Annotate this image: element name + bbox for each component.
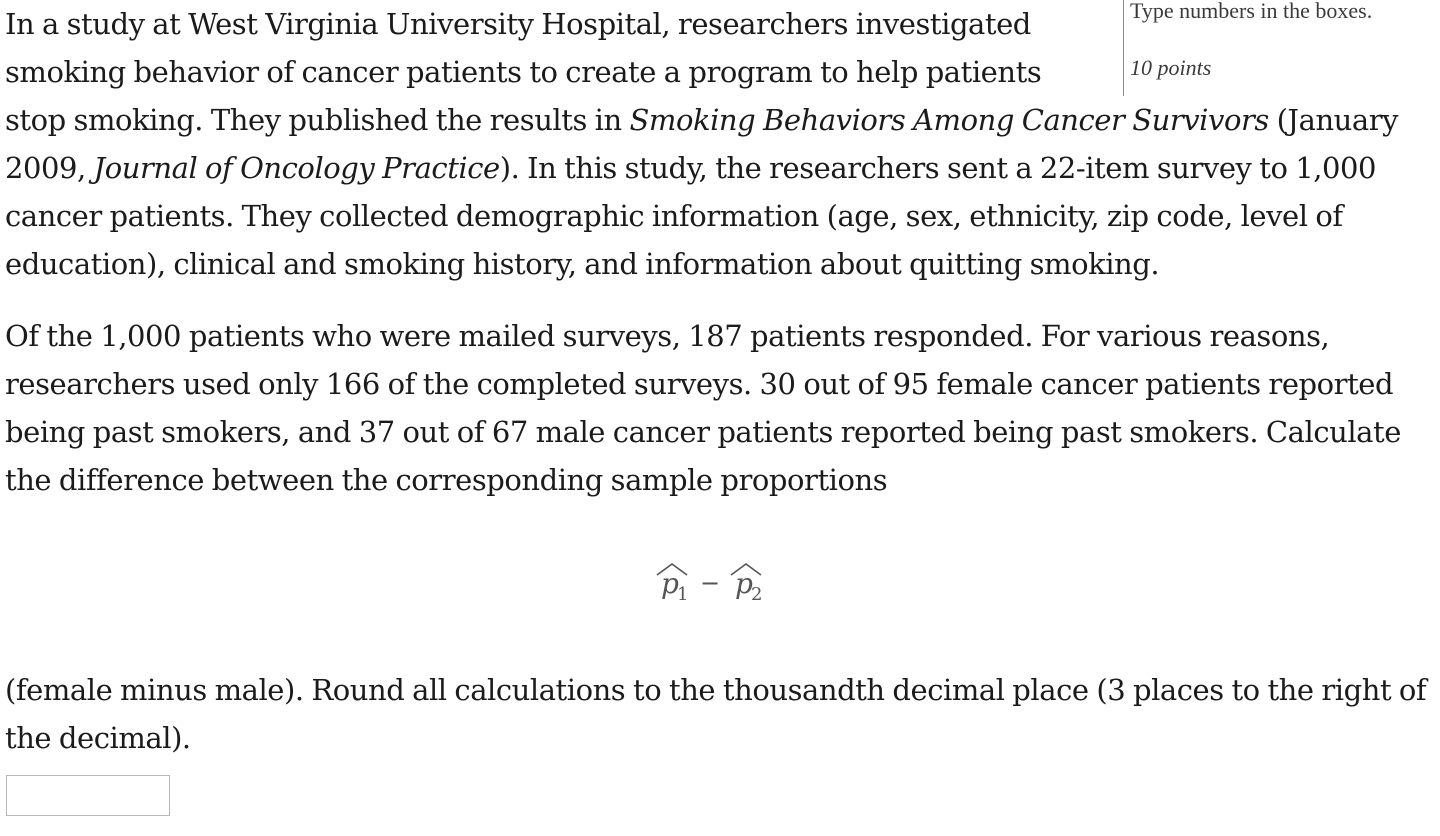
journal-title: Journal of Oncology Practice (93, 151, 500, 185)
paragraph-instructions: (female minus male). Round all calculations to the thousandth decimal place (3 places to the right of the decimal). (5, 673, 1427, 755)
points-label: 10 points (1130, 55, 1212, 80)
answer-input[interactable] (6, 775, 170, 816)
formula-graphic (651, 555, 781, 615)
p1-subscript: 1 (677, 584, 689, 605)
question-text (5, 0, 1437, 762)
intro-text-1: In a study at West Virginia University Hospital, researchers investigated smoking behavior of cancer patients to create a program to help patients stop smoking. They published the results in (5, 7, 1042, 137)
minus-sign: − (700, 569, 720, 597)
proportion-difference-formula (5, 504, 1437, 666)
paragraph-data: Of the 1,000 patients who were mailed surveys, 187 patients responded. For various reasons, researchers used only 166 of the completed surveys. 30 out of 95 female cancer patients reported being past smokers, and 37 out of 67 male cancer patients reported being past smokers. Calculate the difference between the corresponding sample proportions (5, 319, 1401, 497)
intro-text-2: (January 2009, (5, 103, 1399, 185)
p1-letter: p (661, 567, 679, 600)
instructions-text: Type numbers in the boxes. (1130, 0, 1373, 23)
p2-letter: p (735, 567, 753, 600)
p2-subscript: 2 (751, 584, 763, 605)
question-sidebar (1123, 0, 1440, 96)
intro-text-3: ). In this study, the researchers sent a 22-item survey to 1,000 cancer patients. They collected demographic information (age, sex, ethnicity, zip code, level of education), clinical and smoking history, and information about quitting smoking. (5, 151, 1377, 281)
publication-title: Smoking Behaviors Among Cancer Survivors (629, 103, 1269, 137)
